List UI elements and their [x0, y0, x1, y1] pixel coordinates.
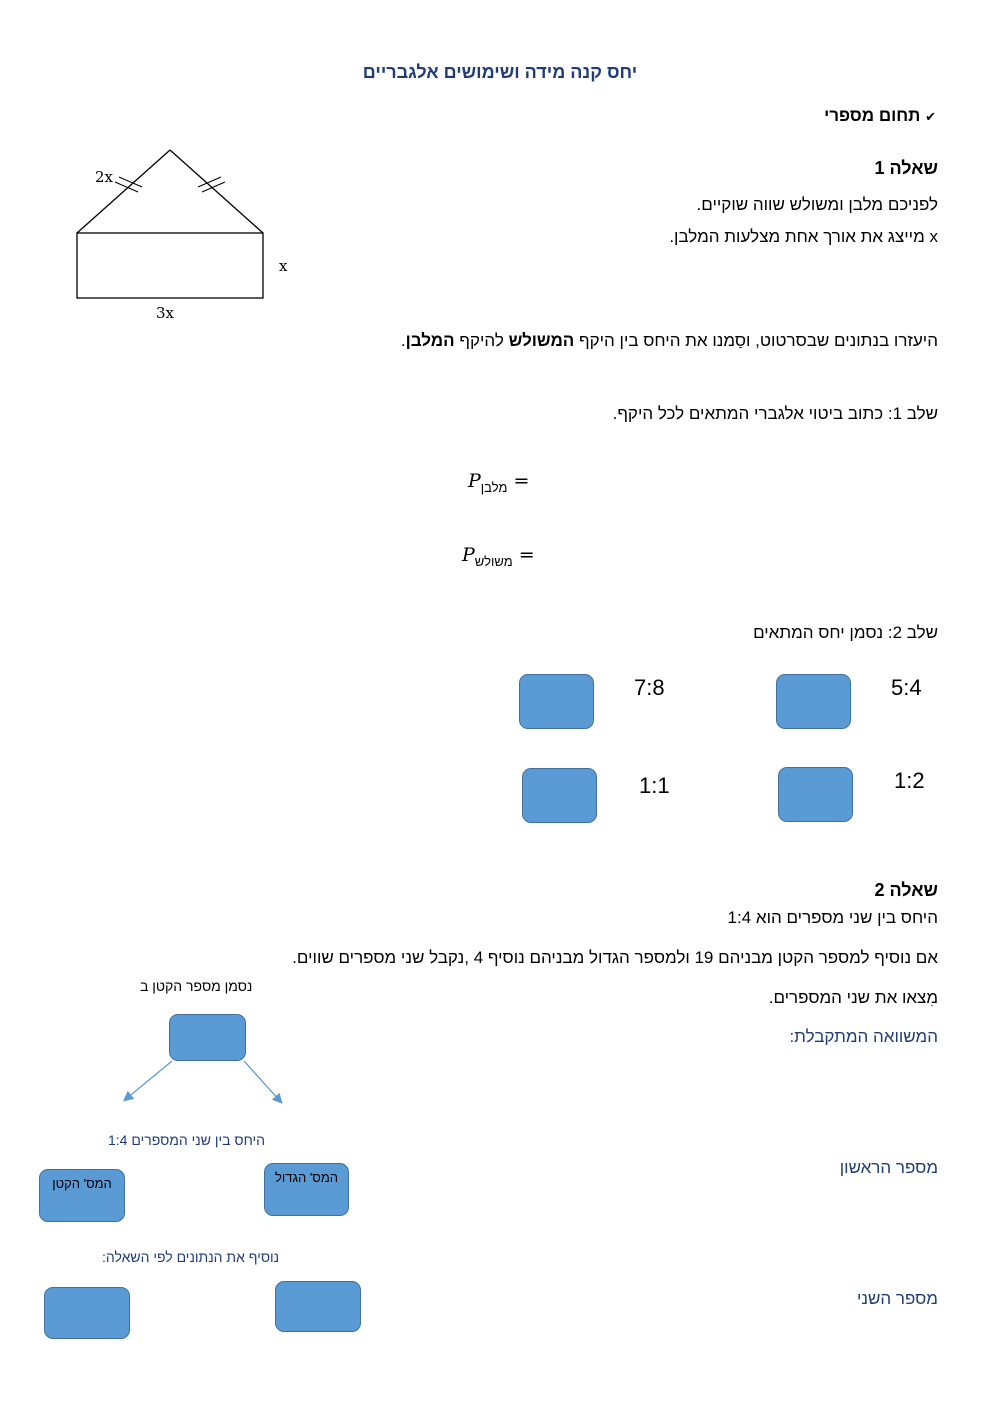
first-number-label: מספר הראשון: [839, 1158, 938, 1177]
variable-box[interactable]: [169, 1014, 246, 1061]
answer-box-7-8[interactable]: [519, 674, 594, 729]
ratio-label-1-1: 1:1: [639, 773, 670, 798]
house-figure: [60, 140, 320, 330]
label-base-3x: 3x: [156, 304, 175, 322]
ratio-label-5-4: 5:4: [891, 675, 922, 700]
domain-label: תחום מספרי: [824, 106, 921, 125]
add-data-note: נוסיף את הנתונים לפי השאלה:: [102, 1249, 280, 1265]
small-number-box[interactable]: המס' הקטן: [39, 1169, 125, 1222]
q1-step2: שלב 2: נסמן יחס המתאים: [753, 623, 938, 642]
q1-step1: שלב 1: כתוב ביטוי אלגברי המתאים לכל היקף.: [612, 404, 938, 423]
ratio-note: היחס בין שני המספרים 1:4: [108, 1132, 266, 1148]
domain-header: [824, 106, 936, 126]
triangle-shape: [77, 150, 263, 233]
mark-small-note: נסמן מספר הקטן ב: [140, 978, 253, 994]
q1-line1: לפניכם מלבן ומשולש שווה שוקיים.: [696, 195, 938, 214]
answer-box-second-left[interactable]: [44, 1287, 130, 1339]
second-number-label: מספר השני: [856, 1289, 938, 1308]
answer-box-second-right[interactable]: [275, 1281, 361, 1332]
formula-rectangle-perimeter: $P_{מלבן}$ =: [468, 470, 530, 495]
equation-label: המשוואה המתקבלת:: [789, 1027, 938, 1046]
arrows-diagram: [110, 1055, 300, 1115]
formula-triangle-perimeter: $P_{משולש}$ =: [462, 544, 535, 569]
q2-line1: היחס בין שני מספרים הוא 1:4: [727, 908, 938, 927]
q1-line2: x מייצג את אורך אחת מצלעות המלבן.: [669, 227, 938, 246]
q2-line2: אם נוסיף למספר הקטן מבניהם 19 ולמספר הגדול מבניהם נוסיף 4 ,נקבל שני מספרים שווים.: [292, 948, 938, 967]
q1-heading: שאלה 1: [874, 158, 938, 178]
big-number-box[interactable]: המס' הגדול: [264, 1163, 349, 1216]
page-title: יחס קנה מידה ושימושים אלגבריים: [362, 62, 638, 82]
arrow-right-icon: [244, 1061, 280, 1101]
ratio-label-7-8: 7:8: [634, 675, 665, 700]
check-icon: ✔: [925, 109, 936, 124]
label-height-x: x: [279, 257, 288, 275]
ratio-label-1-2: 1:2: [894, 768, 925, 793]
label-side-2x: 2x: [95, 168, 114, 186]
answer-box-1-1[interactable]: [522, 768, 597, 823]
q1-instruction: היעזרו בנתונים שבסרטוט, וסַמנו את היחס בין היקף המשולש להיקף המלבן.: [400, 331, 938, 350]
q2-heading: שאלה 2: [874, 880, 938, 900]
arrow-left-icon: [126, 1061, 172, 1099]
answer-box-1-2[interactable]: [778, 767, 853, 822]
q2-line3: מִצאו את שני המספרים.: [768, 988, 938, 1007]
answer-box-5-4[interactable]: [776, 674, 851, 729]
rectangle-shape: [77, 233, 263, 298]
